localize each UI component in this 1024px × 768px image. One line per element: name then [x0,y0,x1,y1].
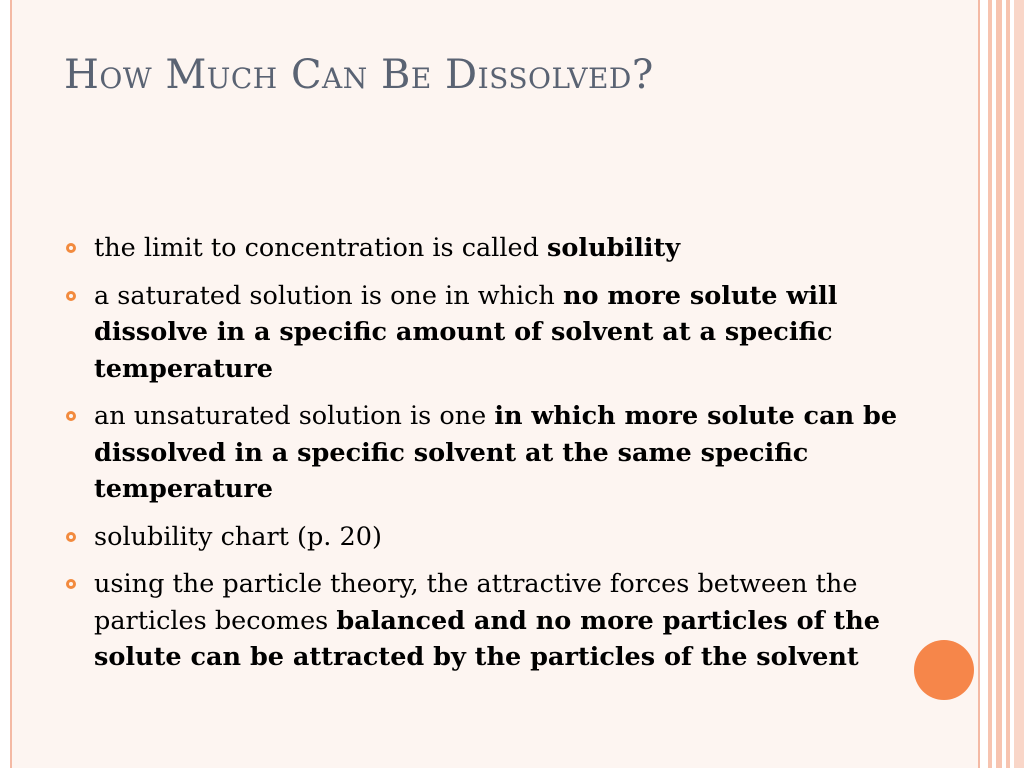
bullet-item [62,278,902,388]
bullet-text: the limit to concentration is called [94,233,548,263]
bullet-text: solubility chart (p. 20) [94,521,382,552]
slide-title: How Much Can Be Dissolved? [64,52,654,98]
circle-bullet-icon [66,532,76,542]
bullet-bold-text: in which more solute can be dissolved in a specific solvent at the same specific temperature [94,401,898,504]
bullet-item [62,519,902,556]
circle-bullet-icon [66,411,76,421]
bullet-list [62,230,902,687]
bullet-item [62,566,902,676]
circle-bullet-icon [66,243,76,253]
bullet-text: an unsaturated solution is one [94,401,495,431]
bullet-item [62,230,902,267]
bullet-bold-text: balanced and no more particles of the solute can be attracted by the particles of the solvent [94,605,880,672]
side-stripe [996,0,1002,768]
bullet-text: using the particle theory, the attractive forces between the particles becomes [94,569,858,636]
bullet-bold-text: no more solute will dissolve in a specific amount of solvent at a specific temperature [94,280,838,384]
bullet-bold-text: solubility [547,233,681,263]
circle-bullet-icon [66,579,76,589]
side-stripe [1006,0,1010,768]
decorative-orange-circle [914,640,974,700]
side-stripe [1014,0,1024,768]
bullet-item [62,398,902,508]
circle-bullet-icon [66,291,76,301]
side-stripe [988,0,992,768]
bullet-text: a saturated solution is one in which [94,280,563,311]
